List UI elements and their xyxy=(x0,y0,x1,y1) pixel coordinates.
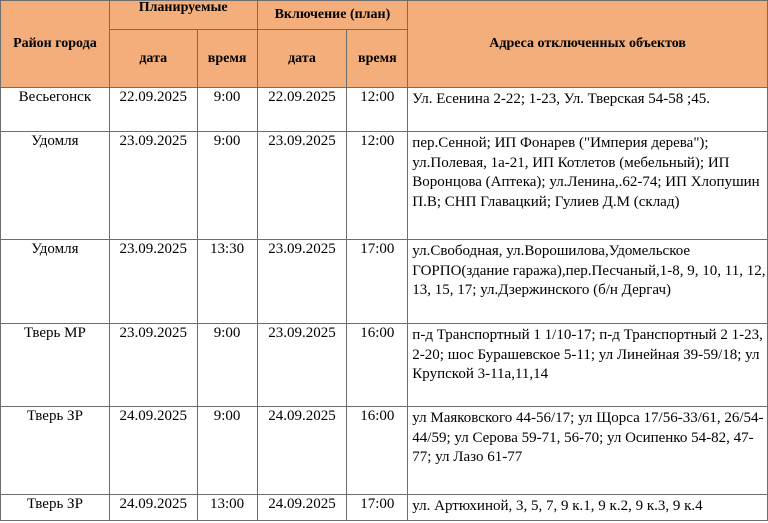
on-date-cell: 24.09.2025 xyxy=(257,495,347,521)
on-time-cell: 12:00 xyxy=(347,132,408,240)
addresses-cell: пер.Сенной; ИП Фонарев ("Империя дерева"); ул.Полевая, 1а-21, ИП Котлетов (мебельный); ИП Воронцова (Аптека); ул.Ленина,.62-74; ИП Хлопушин П.В; СНП Главацкий; Гулиев Д.М (склад) xyxy=(408,132,768,240)
header-off-date: дата xyxy=(109,30,197,88)
table-row xyxy=(1,132,768,240)
off-time-cell: 13:00 xyxy=(197,495,257,521)
on-time-cell: 16:00 xyxy=(347,324,408,407)
header-on-date: дата xyxy=(257,30,347,88)
district-cell: Тверь МР xyxy=(1,324,110,407)
off-date-cell: 24.09.2025 xyxy=(109,407,197,495)
on-date-cell: 22.09.2025 xyxy=(257,88,347,132)
on-date-cell: 23.09.2025 xyxy=(257,132,347,240)
on-time-cell: 12:00 xyxy=(347,88,408,132)
on-time-cell: 17:00 xyxy=(347,240,408,324)
on-time-cell: 16:00 xyxy=(347,407,408,495)
table-row xyxy=(1,240,768,324)
off-time-cell: 13:30 xyxy=(197,240,257,324)
table-header xyxy=(1,1,768,88)
header-addresses: Адреса отключенных объектов xyxy=(408,1,768,88)
table-row xyxy=(1,495,768,521)
header-off-time: время xyxy=(197,30,257,88)
off-time-cell: 9:00 xyxy=(197,407,257,495)
header-on-time: время xyxy=(347,30,408,88)
off-time-cell: 9:00 xyxy=(197,132,257,240)
addresses-cell: ул. Артюхиной, 3, 5, 7, 9 к.1, 9 к.2, 9 к.3, 9 к.4 xyxy=(408,495,768,521)
on-time-cell: 17:00 xyxy=(347,495,408,521)
on-date-cell: 24.09.2025 xyxy=(257,407,347,495)
off-date-cell: 24.09.2025 xyxy=(109,495,197,521)
off-date-cell: 23.09.2025 xyxy=(109,132,197,240)
table-row xyxy=(1,407,768,495)
header-planned: Планируемые xyxy=(109,1,257,30)
district-cell: Весьегонск xyxy=(1,88,110,132)
off-date-cell: 23.09.2025 xyxy=(109,324,197,407)
header-district: Район города xyxy=(1,1,110,88)
district-cell: Удомля xyxy=(1,240,110,324)
table-row xyxy=(1,324,768,407)
district-cell: Удомля xyxy=(1,132,110,240)
addresses-cell: п-д Транспортный 1 1/10-17; п-д Транспортный 2 1-23, 2-20; шос Бурашевское 5-11; ул Линейная 39-59/18; ул Крупской 3-11а,11,14 xyxy=(408,324,768,407)
addresses-cell: ул.Свободная, ул.Ворошилова,Удомельское ГОРПО(здание гаража),пер.Песчаный,1-8, 9, 10, 11, 12, 13, 15, 17; ул.Дзержинского (б/н Дергач) xyxy=(408,240,768,324)
addresses-cell: ул Маяковского 44-56/17; ул Щорса 17/56-33/61, 26/54-44/59; ул Серова 59-71, 56-70; ул Осипенко 54-82, 47-77; ул Лазо 61-77 xyxy=(408,407,768,495)
table-row xyxy=(1,88,768,132)
on-date-cell: 23.09.2025 xyxy=(257,240,347,324)
off-time-cell: 9:00 xyxy=(197,324,257,407)
district-cell: Тверь ЗР xyxy=(1,407,110,495)
off-date-cell: 22.09.2025 xyxy=(109,88,197,132)
district-cell: Тверь ЗР xyxy=(1,495,110,521)
addresses-cell: Ул. Есенина 2-22; 1-23, Ул. Тверская 54-58 ;45. xyxy=(408,88,768,132)
on-date-cell: 23.09.2025 xyxy=(257,324,347,407)
off-time-cell: 9:00 xyxy=(197,88,257,132)
off-date-cell: 23.09.2025 xyxy=(109,240,197,324)
header-inclusion: Включение (план) xyxy=(257,1,408,30)
